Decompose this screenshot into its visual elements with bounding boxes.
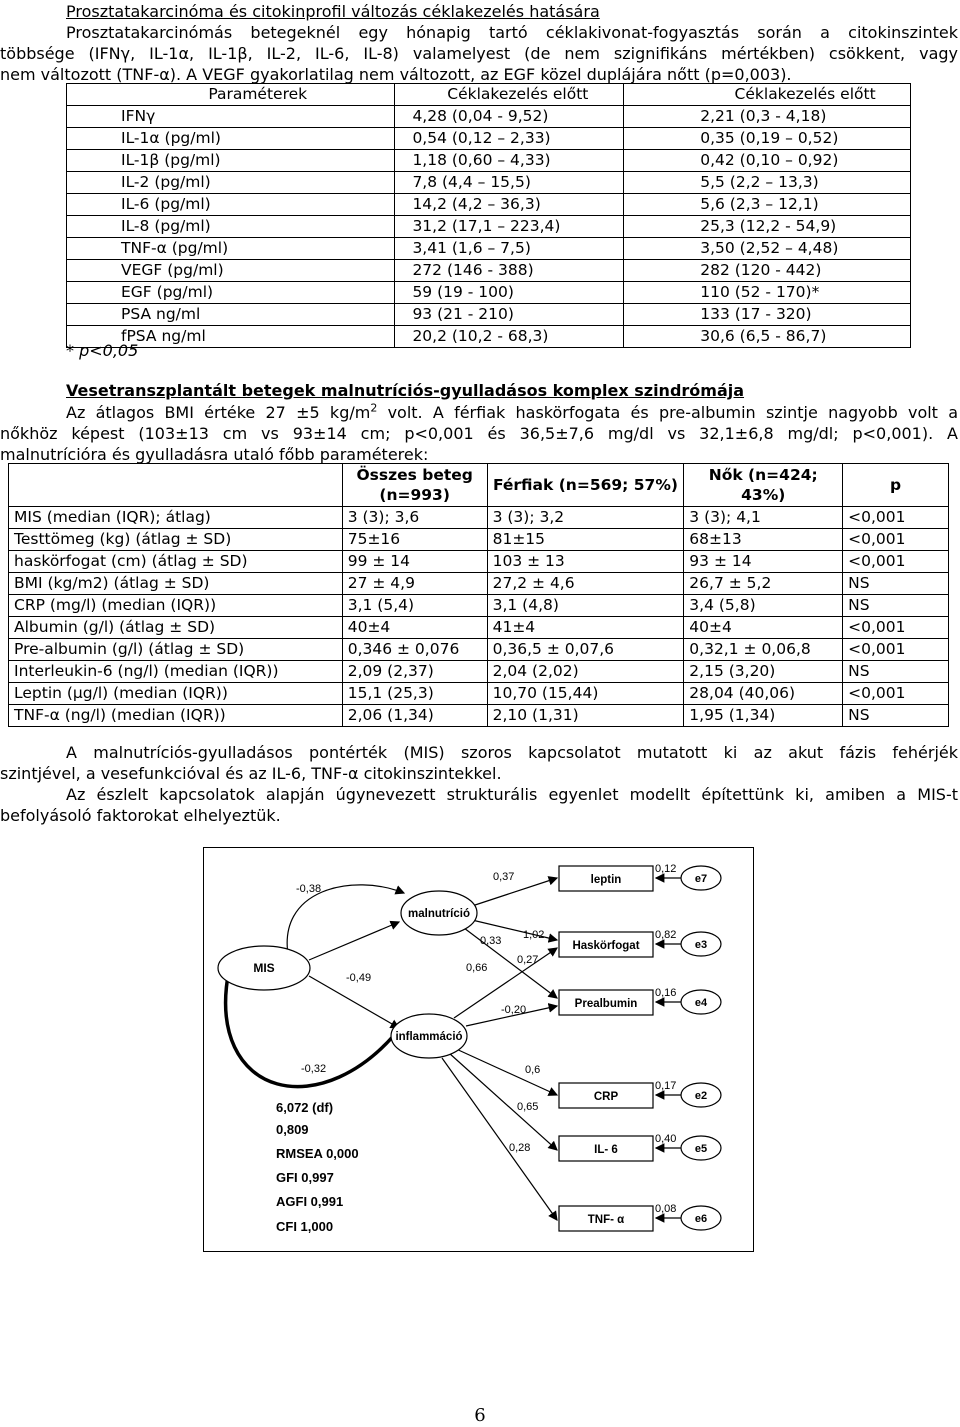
edge-inflammacio-tnfa (442, 1058, 557, 1220)
section3-para1-line1: A malnutríciós-gyulladásos pontérték (MIS) szoros kapcsolatot mutatott ki az akut fázis fehérjék (66, 743, 958, 762)
path-value-inf-tnf: 0,28 (509, 1142, 531, 1154)
table-row (67, 128, 911, 150)
table-cell: 28,04 (40,06) (684, 683, 843, 705)
error-value-e4: 0,16 (655, 987, 677, 999)
table-cell: 2,15 (3,20) (684, 661, 843, 683)
node-e4-label: e4 (694, 997, 708, 1009)
table-cell: 1,18 (0,60 – 4,33) (395, 150, 624, 172)
table-row (67, 172, 911, 194)
table-cell: PSA ng/ml (67, 304, 395, 326)
table1-footnote: * p<0,05 (66, 341, 139, 360)
edge-mis-malnutricio-curve (287, 885, 404, 960)
section1-para-line1: Prosztatakarcinómás betegeknél egy hónapig tartó céklakivonat-fogyasztás során a citokinszintek (66, 23, 958, 42)
table-cell: 0,54 (0,12 – 2,33) (395, 128, 624, 150)
node-mis-label: MIS (253, 961, 275, 975)
table-cell: 3,1 (5,4) (342, 595, 487, 617)
section3-para1-line2: szintjével, a vesefunkcióval és az IL-6, TNF-α citokinszintekkel. (0, 764, 502, 783)
section2-title: Vesetranszplantált betegek malnutríciós-gyulladásos komplex szindrómája (66, 381, 745, 400)
table-cell: 41±4 (487, 617, 684, 639)
table-cell: 99 ± 14 (342, 551, 487, 573)
table-row (9, 617, 949, 639)
table-cell: NS (843, 573, 949, 595)
table-row (67, 238, 911, 260)
table-row (67, 260, 911, 282)
table-cell: VEGF (pg/ml) (67, 260, 395, 282)
table-cell: 40±4 (342, 617, 487, 639)
table-cell: <0,001 (843, 683, 949, 705)
table-cell: 282 (120 - 442) (624, 260, 911, 282)
node-e6-label: e6 (694, 1213, 708, 1225)
node-e5-label: e5 (694, 1143, 708, 1155)
node-tnfa-label: TNF- α (587, 1214, 625, 1226)
node-inflammacio-label: inflammáció (395, 1031, 463, 1043)
error-value-e6: 0,08 (655, 1203, 677, 1215)
table-cell: 5,5 (2,2 – 13,3) (624, 172, 911, 194)
table-cell: IL-2 (pg/ml) (67, 172, 395, 194)
table-cell: Interleukin-6 (ng/l) (median (IQR)) (9, 661, 343, 683)
path-value-mis-malnut-curve: -0,38 (296, 883, 322, 895)
section1-para-line2: többsége (IFNγ, IL-1α, IL-1β, IL-2, IL-6, IL-8) valamelyest (de nem szignifikáns mértékben) csökkent, vagy (0, 44, 958, 63)
node-e3-label: e3 (694, 939, 708, 951)
table-cell: 1,95 (1,34) (684, 705, 843, 727)
table-cell: IL-8 (pg/ml) (67, 216, 395, 238)
table-cell: IL-1α (pg/ml) (67, 128, 395, 150)
node-haskorfogat-label: Haskörfogat (572, 940, 640, 952)
path-value-inf-has: 1,02 (523, 929, 545, 941)
table-row (9, 683, 949, 705)
fit-stat-df: 6,072 (df) (276, 1100, 334, 1115)
table-cell: EGF (pg/ml) (67, 282, 395, 304)
table-cell: 81±15 (487, 529, 684, 551)
edge-malnutricio-leptin (472, 878, 557, 906)
section1-title: Prosztatakarcinóma és citokinprofil változás céklakezelés hatására (66, 2, 600, 21)
table-row (67, 106, 911, 128)
table-cell: Albumin (g/l) (átlag ± SD) (9, 617, 343, 639)
table-cell: 15,1 (25,3) (342, 683, 487, 705)
sem-diagram (203, 847, 754, 1252)
section2-line1-sup: 2 (370, 401, 378, 415)
fit-stat-chi: 0,809 (276, 1122, 309, 1137)
path-value-inf-il6: 0,65 (517, 1101, 539, 1113)
table-cell: 3,50 (2,52 – 4,48) (624, 238, 911, 260)
table-header-cell: Összes beteg (n=993) (342, 464, 487, 507)
fit-stat-agfi: AGFI 0,991 (276, 1194, 344, 1209)
table-row (67, 150, 911, 172)
table-cell: 25,3 (12,2 - 54,9) (624, 216, 911, 238)
node-leptin-label: leptin (590, 874, 622, 886)
table-cell: 3 (3); 3,2 (487, 507, 684, 529)
table-cell: CRP (mg/l) (median (IQR)) (9, 595, 343, 617)
table-cell: 30,6 (6,5 - 86,7) (624, 326, 911, 348)
node-crp-label: CRP (593, 1091, 619, 1103)
path-value-mal-leptin: 0,37 (493, 871, 515, 883)
table-cell: 3,4 (5,8) (684, 595, 843, 617)
table-cell: 27 ± 4,9 (342, 573, 487, 595)
path-value-inf-pre-a: 0,27 (517, 954, 539, 966)
table-cell: 93 ± 14 (684, 551, 843, 573)
table-cell: fPSA ng/ml (67, 326, 395, 348)
path-value-inf-crp: 0,6 (525, 1064, 541, 1076)
table-header-cell (9, 464, 343, 507)
error-value-e7: 0,12 (655, 863, 677, 875)
table-cell: 7,8 (4,4 – 15,5) (395, 172, 624, 194)
path-value-mal-pre: 0,66 (466, 962, 488, 974)
table-header-cell: Céklakezelés előtt (395, 84, 624, 106)
table-cell: 0,346 ± 0,076 (342, 639, 487, 661)
table-cell: 3,1 (4,8) (487, 595, 684, 617)
edge-mis-malnutricio (309, 922, 399, 960)
table-cell: Testtömeg (kg) (átlag ± SD) (9, 529, 343, 551)
error-value-e5: 0,40 (655, 1133, 677, 1145)
table-row (9, 639, 949, 661)
path-value-mis-inf-curve: -0,32 (301, 1063, 327, 1075)
table-cell: 2,21 (0,3 - 4,18) (624, 106, 911, 128)
table-row (67, 304, 911, 326)
table-cell: 133 (17 - 320) (624, 304, 911, 326)
table-row (9, 705, 949, 727)
table-cell: <0,001 (843, 551, 949, 573)
node-prealbumin-label: Prealbumin (574, 998, 638, 1010)
section2-para-line1 (0, 402, 958, 423)
error-value-e3: 0,82 (655, 929, 677, 941)
node-e2-label: e2 (694, 1090, 708, 1102)
table-cell: 26,7 ± 5,2 (684, 573, 843, 595)
section3-para2-line1: Az észlelt kapcsolatok alapján úgynevezett strukturális egyenlet modellt építettünk ki, amiben a MIS-t (66, 785, 958, 804)
table-cell: 272 (146 - 388) (395, 260, 624, 282)
table-cell: 2,09 (2,37) (342, 661, 487, 683)
table-cell: Pre-albumin (g/l) (átlag ± SD) (9, 639, 343, 661)
section3-para2-line2: befolyásoló faktorokat elhelyeztük. (0, 806, 281, 825)
table-header-row (67, 84, 911, 106)
path-value-mal-has: 0,33 (480, 935, 502, 947)
table-cell: 14,2 (4,2 – 36,3) (395, 194, 624, 216)
table-cell: TNF-α (ng/l) (median (IQR)) (9, 705, 343, 727)
table-cell: 3,41 (1,6 – 7,5) (395, 238, 624, 260)
table-row (9, 551, 949, 573)
table-row (67, 326, 911, 348)
table-cell: 59 (19 - 100) (395, 282, 624, 304)
table-cell: <0,001 (843, 617, 949, 639)
table-cell: 20,2 (10,2 - 68,3) (395, 326, 624, 348)
table-cell: 10,70 (15,44) (487, 683, 684, 705)
table-row (67, 194, 911, 216)
table-cell: 2,06 (1,34) (342, 705, 487, 727)
table-cell: 5,6 (2,3 – 12,1) (624, 194, 911, 216)
table-cell: 93 (21 - 210) (395, 304, 624, 326)
table-cell: IFNγ (67, 106, 395, 128)
table-cell: <0,001 (843, 507, 949, 529)
section2-para-line2: nőkhöz képest (103±13 cm vs 93±14 cm; p<0,001 és 36,5±7,6 mg/dl vs 32,1±6,8 mg/dl; p<0,001). A (0, 424, 958, 443)
table-cell: IL-6 (pg/ml) (67, 194, 395, 216)
table-row (9, 661, 949, 683)
table-cell: NS (843, 661, 949, 683)
table-cell: NS (843, 595, 949, 617)
table-cell: 110 (52 - 170)* (624, 282, 911, 304)
page-number: 6 (474, 1405, 486, 1426)
table-header-row (9, 464, 949, 507)
table-cell: 103 ± 13 (487, 551, 684, 573)
table-cell: 40±4 (684, 617, 843, 639)
table-cell: 0,42 (0,10 – 0,92) (624, 150, 911, 172)
table-cell: haskörfogat (cm) (átlag ± SD) (9, 551, 343, 573)
section2-line1-pre: Az átlagos BMI értéke 27 ±5 kg/m (66, 403, 371, 422)
node-malnutricio-label: malnutríció (408, 908, 470, 920)
table-header-cell: Férfiak (n=569; 57%) (487, 464, 684, 507)
table-cell: 0,32,1 ± 0,06,8 (684, 639, 843, 661)
table-cell: 3 (3); 3,6 (342, 507, 487, 529)
table-row (67, 216, 911, 238)
cytokine-table (66, 83, 911, 348)
sem-diagram-svg (204, 848, 753, 1251)
section2-line1-post: volt. A férfiak haskörfogata és pre-albumin szintje nagyobb volt a (377, 403, 958, 422)
table-cell: <0,001 (843, 529, 949, 551)
table-cell: TNF-α (pg/ml) (67, 238, 395, 260)
edge-inflammacio-il6 (449, 1053, 557, 1150)
table-cell: <0,001 (843, 639, 949, 661)
fit-stat-gfi: GFI 0,997 (276, 1170, 334, 1185)
table-row (9, 573, 949, 595)
table-cell: 0,36,5 ± 0,07,6 (487, 639, 684, 661)
table-header-cell: p (843, 464, 949, 507)
table-cell: 27,2 ± 4,6 (487, 573, 684, 595)
table-cell: MIS (median (IQR); átlag) (9, 507, 343, 529)
path-value-mis-inf: -0,49 (346, 972, 372, 984)
fit-stat-cfi: CFI 1,000 (276, 1219, 334, 1234)
path-value-inf-pre-b: -0,20 (501, 1004, 527, 1016)
table-cell: 75±16 (342, 529, 487, 551)
table-header-cell: Paraméterek (67, 84, 395, 106)
section1-para-line3: nem változott (TNF-α). A VEGF gyakorlatilag nem változott, az EGF közel duplájára nőtt (p=0,003). (0, 65, 792, 84)
malnutrition-table (8, 463, 949, 727)
table-cell: 4,28 (0,04 - 9,52) (395, 106, 624, 128)
table-row (67, 282, 911, 304)
table-row (9, 507, 949, 529)
table-cell: BMI (kg/m2) (átlag ± SD) (9, 573, 343, 595)
table-cell: Leptin (μg/l) (median (IQR)) (9, 683, 343, 705)
table-row (9, 595, 949, 617)
node-e7-label: e7 (694, 873, 708, 885)
fit-stat-rmsea: RMSEA 0,000 (276, 1146, 359, 1161)
section2-para-line3: malnutrícióra és gyulladásra utaló főbb paraméterek: (0, 445, 429, 464)
table-cell: 68±13 (684, 529, 843, 551)
table-row (9, 529, 949, 551)
table-cell: IL-1β (pg/ml) (67, 150, 395, 172)
table-cell: NS (843, 705, 949, 727)
table-cell: 2,10 (1,31) (487, 705, 684, 727)
error-value-e2: 0,17 (655, 1080, 677, 1092)
table-header-cell: Nők (n=424; 43%) (684, 464, 843, 507)
table-header-cell: Céklakezelés előtt (624, 84, 911, 106)
table-cell: 0,35 (0,19 – 0,52) (624, 128, 911, 150)
table-cell: 2,04 (2,02) (487, 661, 684, 683)
node-il6-label: IL- 6 (594, 1144, 618, 1156)
table-cell: 31,2 (17,1 – 223,4) (395, 216, 624, 238)
table-cell: 3 (3); 4,1 (684, 507, 843, 529)
